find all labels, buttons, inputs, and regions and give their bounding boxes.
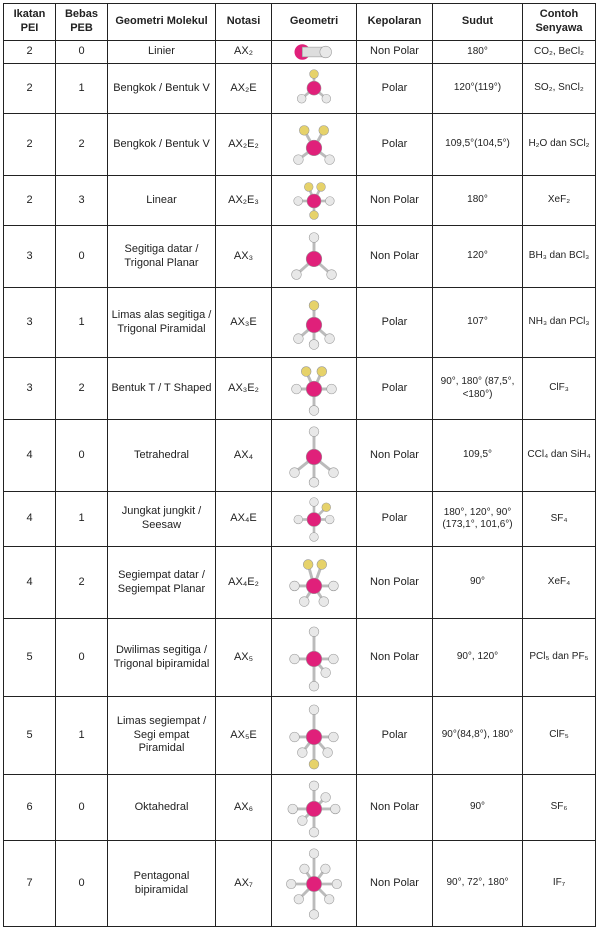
cell-notation: AX₂E₃ xyxy=(216,176,272,226)
cell-polarity: Non Polar xyxy=(357,775,433,841)
square-planar-molecule-icon xyxy=(275,550,353,616)
cell-geometry xyxy=(272,176,357,226)
cell-angle: 90°(84,8°), 180° xyxy=(433,697,523,775)
cell-geometry-name: Bengkok / Bentuk V xyxy=(108,64,216,114)
cell-notation: AX₃ xyxy=(216,226,272,288)
cell-angle: 120° xyxy=(433,226,523,288)
cell-geometry xyxy=(272,619,357,697)
cell-notation: AX₂E xyxy=(216,64,272,114)
cell-pei: 3 xyxy=(4,358,56,420)
cell-polarity: Non Polar xyxy=(357,420,433,492)
cell-example: CO₂, BeCl₂ xyxy=(523,41,596,64)
cell-peb: 2 xyxy=(56,547,108,619)
cell-example: BH₃ dan BCl₃ xyxy=(523,226,596,288)
cell-example: XeF₄ xyxy=(523,547,596,619)
cell-example: XeF₂ xyxy=(523,176,596,226)
cell-geometry-name: Segitiga datar / Trigonal Planar xyxy=(108,226,216,288)
cell-pei: 7 xyxy=(4,841,56,927)
cell-geometry xyxy=(272,288,357,358)
cell-example: NH₃ dan PCl₃ xyxy=(523,288,596,358)
cell-notation: AX₆ xyxy=(216,775,272,841)
cell-pei: 6 xyxy=(4,775,56,841)
cell-geometry-name: Jungkat jungkit / Seesaw xyxy=(108,492,216,547)
cell-pei: 3 xyxy=(4,226,56,288)
cell-geometry-name: Bengkok / Bentuk V xyxy=(108,114,216,176)
trigonal-bipyramidal-molecule-icon xyxy=(275,622,353,694)
cell-geometry-name: Linear xyxy=(108,176,216,226)
table-row xyxy=(4,226,596,288)
cell-geometry-name: Limas alas segitiga / Trigonal Piramidal xyxy=(108,288,216,358)
cell-example: PCl₅ dan PF₅ xyxy=(523,619,596,697)
cell-geometry-name: Tetrahedral xyxy=(108,420,216,492)
cell-angle: 90°, 72°, 180° xyxy=(433,841,523,927)
cell-geometry xyxy=(272,492,357,547)
header-peb: Bebas PEB xyxy=(56,4,108,41)
cell-geometry xyxy=(272,420,357,492)
header-angle: Sudut xyxy=(433,4,523,41)
bent-one-lone-pair-molecule-icon xyxy=(275,67,353,111)
header-polarity: Kepolaran xyxy=(357,4,433,41)
cell-pei: 2 xyxy=(4,41,56,64)
cell-notation: AX₂E₂ xyxy=(216,114,272,176)
cell-geometry-name: Limas segiempat / Segi empat Piramidal xyxy=(108,697,216,775)
table-row xyxy=(4,492,596,547)
cell-example: CCl₄ dan SiH₄ xyxy=(523,420,596,492)
cell-pei: 4 xyxy=(4,420,56,492)
table-row xyxy=(4,358,596,420)
cell-peb: 0 xyxy=(56,619,108,697)
cell-polarity: Polar xyxy=(357,492,433,547)
t-shaped-molecule-icon xyxy=(275,361,353,417)
cell-geometry xyxy=(272,547,357,619)
cell-angle: 180° xyxy=(433,41,523,64)
cell-pei: 5 xyxy=(4,619,56,697)
cell-geometry xyxy=(272,697,357,775)
cell-example: SF₄ xyxy=(523,492,596,547)
cell-example: ClF₃ xyxy=(523,358,596,420)
header-geometry: Geometri xyxy=(272,4,357,41)
trigonal-planar-molecule-icon xyxy=(275,229,353,285)
cell-geometry-name: Segiempat datar / Segiempat Planar xyxy=(108,547,216,619)
cell-angle: 90° xyxy=(433,775,523,841)
linear-molecule-icon xyxy=(275,42,353,62)
cell-notation: AX₃E xyxy=(216,288,272,358)
cell-notation: AX₇ xyxy=(216,841,272,927)
table-row xyxy=(4,176,596,226)
table-row xyxy=(4,547,596,619)
cell-peb: 1 xyxy=(56,288,108,358)
cell-peb: 1 xyxy=(56,697,108,775)
cell-peb: 2 xyxy=(56,358,108,420)
table-row xyxy=(4,288,596,358)
cell-peb: 2 xyxy=(56,114,108,176)
header-example: Contoh Senyawa xyxy=(523,4,596,41)
cell-notation: AX₅E xyxy=(216,697,272,775)
cell-angle: 120°(119°) xyxy=(433,64,523,114)
cell-example: SF₆ xyxy=(523,775,596,841)
cell-polarity: Polar xyxy=(357,288,433,358)
cell-peb: 0 xyxy=(56,41,108,64)
table-row xyxy=(4,420,596,492)
cell-example: ClF₅ xyxy=(523,697,596,775)
pentagonal-bipyramidal-molecule-icon xyxy=(275,844,353,924)
cell-notation: AX₄E₂ xyxy=(216,547,272,619)
cell-angle: 180°, 120°, 90° (173,1°, 101,6°) xyxy=(433,492,523,547)
cell-notation: AX₄ xyxy=(216,420,272,492)
cell-pei: 3 xyxy=(4,288,56,358)
cell-polarity: Non Polar xyxy=(357,619,433,697)
cell-polarity: Polar xyxy=(357,64,433,114)
cell-pei: 2 xyxy=(4,114,56,176)
molecular-geometry-table xyxy=(3,3,596,927)
octahedral-molecule-icon xyxy=(275,778,353,838)
cell-peb: 0 xyxy=(56,775,108,841)
cell-geometry xyxy=(272,226,357,288)
cell-angle: 109,5° xyxy=(433,420,523,492)
cell-peb: 0 xyxy=(56,420,108,492)
cell-geometry-name: Pentagonal bipiramidal xyxy=(108,841,216,927)
cell-angle: 90° xyxy=(433,547,523,619)
header-row xyxy=(4,4,596,41)
cell-angle: 90°, 120° xyxy=(433,619,523,697)
cell-example: H₂O dan SCl₂ xyxy=(523,114,596,176)
cell-pei: 2 xyxy=(4,64,56,114)
cell-polarity: Polar xyxy=(357,697,433,775)
cell-polarity: Polar xyxy=(357,114,433,176)
cell-geometry xyxy=(272,114,357,176)
cell-notation: AX₄E xyxy=(216,492,272,547)
cell-geometry xyxy=(272,41,357,64)
cell-geometry xyxy=(272,64,357,114)
header-geometry-name: Geometri Molekul xyxy=(108,4,216,41)
cell-example: IF₇ xyxy=(523,841,596,927)
bent-two-lone-pair-molecule-icon xyxy=(275,117,353,173)
cell-example: SO₂, SnCl₂ xyxy=(523,64,596,114)
cell-notation: AX₂ xyxy=(216,41,272,64)
cell-pei: 2 xyxy=(4,176,56,226)
table-row xyxy=(4,775,596,841)
cell-angle: 90°, 180° (87,5°, <180°) xyxy=(433,358,523,420)
table-row xyxy=(4,619,596,697)
cell-geometry-name: Bentuk T / T Shaped xyxy=(108,358,216,420)
cell-pei: 5 xyxy=(4,697,56,775)
cell-notation: AX₃E₂ xyxy=(216,358,272,420)
cell-geometry-name: Oktahedral xyxy=(108,775,216,841)
cell-peb: 1 xyxy=(56,64,108,114)
seesaw-molecule-icon xyxy=(275,495,353,544)
cell-peb: 0 xyxy=(56,841,108,927)
table-row xyxy=(4,64,596,114)
cell-pei: 4 xyxy=(4,547,56,619)
cell-pei: 4 xyxy=(4,492,56,547)
cell-angle: 180° xyxy=(433,176,523,226)
trigonal-pyramidal-molecule-icon xyxy=(275,291,353,355)
cell-geometry xyxy=(272,775,357,841)
header-notation: Notasi xyxy=(216,4,272,41)
cell-polarity: Non Polar xyxy=(357,841,433,927)
square-pyramidal-molecule-icon xyxy=(275,700,353,772)
table-row xyxy=(4,697,596,775)
cell-peb: 3 xyxy=(56,176,108,226)
cell-polarity: Non Polar xyxy=(357,226,433,288)
cell-geometry-name: Linier xyxy=(108,41,216,64)
linear-three-lone-pair-molecule-icon xyxy=(275,179,353,223)
cell-polarity: Polar xyxy=(357,358,433,420)
tetrahedral-molecule-icon xyxy=(275,423,353,489)
cell-polarity: Non Polar xyxy=(357,547,433,619)
cell-geometry-name: Dwilimas segitiga / Trigonal bipiramidal xyxy=(108,619,216,697)
table-row xyxy=(4,114,596,176)
cell-peb: 0 xyxy=(56,226,108,288)
cell-peb: 1 xyxy=(56,492,108,547)
cell-geometry xyxy=(272,358,357,420)
header-pei: Ikatan PEI xyxy=(4,4,56,41)
cell-polarity: Non Polar xyxy=(357,176,433,226)
cell-notation: AX₅ xyxy=(216,619,272,697)
table-row xyxy=(4,41,596,64)
cell-angle: 107° xyxy=(433,288,523,358)
cell-geometry xyxy=(272,841,357,927)
table-row xyxy=(4,841,596,927)
cell-polarity: Non Polar xyxy=(357,41,433,64)
cell-angle: 109,5°(104,5°) xyxy=(433,114,523,176)
